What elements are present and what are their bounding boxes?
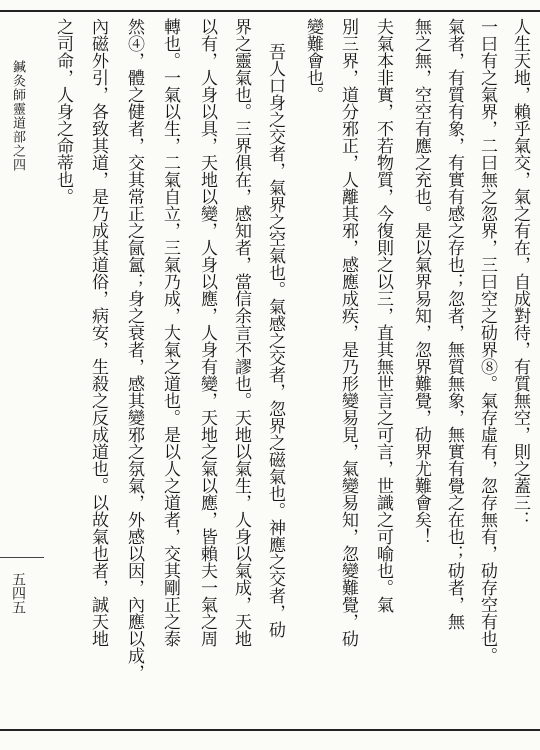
margin-rule bbox=[0, 557, 44, 558]
text-column-11: 轉也。一氣以生，二氣自立，三氣乃成，大氣之道也。是以人之道者，交其剛正之泰 bbox=[160, 18, 180, 647]
text-column-4: 無之無，空空有應之充也。是以氣界易知，忽界難覺，劯界尤難會矣！ bbox=[411, 18, 431, 545]
text-column-14: 之司命，人身之命蒂也。 bbox=[53, 18, 73, 205]
text-column-3: 氣者，有質有象，有實有感之存也；忽者，無質無象，無實有覺之在也；劯者，無 bbox=[444, 18, 464, 630]
running-title: 鍼灸師靈道部之四 bbox=[10, 60, 25, 172]
text-column-10: 以有，人身以具，天地以變，人身以應，人身有變，天地之氣以應，皆賴夫一氣之周 bbox=[197, 18, 217, 647]
text-column-13: 內磁外引，各致其道，是乃成其道俗，病安，生殺之反成道也。以故氣也者，誠天地 bbox=[88, 18, 108, 647]
text-column-6: 別三界，道分邪正，人離其邪，感應成疾，是乃形變易見，氣變易知，忽變難覺，劯 bbox=[338, 18, 358, 647]
text-column-2: 一曰有之氣界，二曰無之忽界，三曰空之劯界⑧。氣存虛有，忽存無有，劯存空有也。 bbox=[477, 18, 497, 664]
text-column-12: 然④，體之健者，交其常正之氤氳；身之衰者，感其變邪之氛氣，外感以因，內應以成， bbox=[124, 18, 144, 681]
page-number: 五四五 bbox=[10, 572, 26, 614]
text-column-7: 變難會也。 bbox=[303, 18, 323, 103]
text-column-8: 吾人口身之交者，氣界之空氣也。氣感之交者，忽界之磁氣也。神應之交者，劯 bbox=[265, 43, 285, 638]
text-column-5: 夫氣本非實，不若物質，今復則之以三，直其無世言之可言，世識之可喻也。氣 bbox=[373, 18, 393, 613]
text-column-9: 界之靈氣也。三界俱在，感知者，當信余言不謬也。天地以氣生，人身以氣成，天地 bbox=[231, 18, 251, 647]
text-column-1: 人生天地，賴乎氣交，氣之有在，自成對待，有質無空，則之蓋三： bbox=[510, 18, 530, 528]
top-rule bbox=[0, 10, 540, 12]
